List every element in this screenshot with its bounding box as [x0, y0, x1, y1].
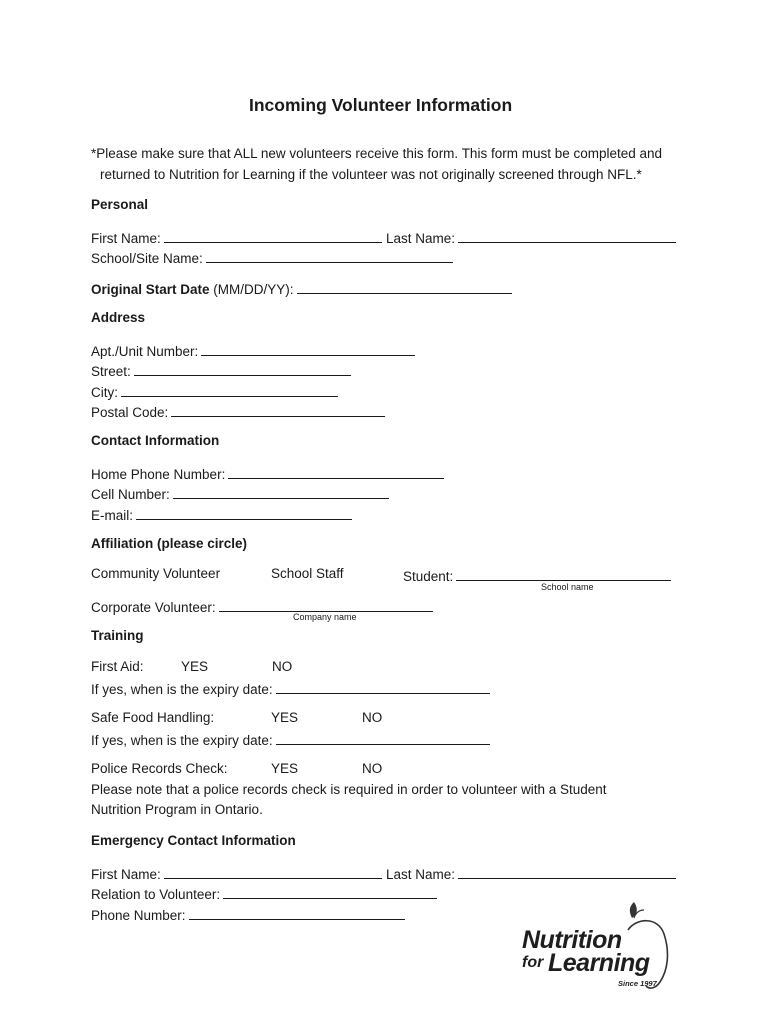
- emergency-last-name-row: [386, 864, 676, 882]
- school-site-row: [91, 248, 453, 266]
- home-phone-row: [91, 464, 444, 482]
- safe-food-no[interactable]: NO: [362, 710, 383, 725]
- home-phone-label: Home Phone Number:: [91, 467, 226, 482]
- emergency-last-name-label: Last Name:: [386, 867, 456, 882]
- start-date-row: [91, 279, 512, 297]
- first-aid-yes[interactable]: YES: [181, 659, 209, 674]
- safe-food-expiry-field[interactable]: [276, 730, 490, 745]
- emergency-first-name-label: First Name:: [91, 867, 161, 882]
- form-title: Incoming Volunteer Information: [249, 95, 513, 115]
- city-label: City:: [91, 385, 118, 400]
- police-check-yes[interactable]: YES: [271, 761, 299, 776]
- safe-food-expiry-label: If yes, when is the expiry date:: [91, 733, 273, 748]
- start-date-field[interactable]: [297, 279, 512, 294]
- first-aid-expiry-row: [91, 679, 490, 697]
- postal-field[interactable]: [171, 402, 385, 417]
- home-phone-field[interactable]: [228, 464, 444, 479]
- section-heading-personal: Personal: [91, 197, 149, 212]
- emergency-last-name-field[interactable]: [458, 864, 676, 879]
- relation-field[interactable]: [223, 884, 437, 899]
- safe-food-label: Safe Food Handling:: [91, 710, 215, 725]
- section-heading-training: Training: [91, 628, 144, 643]
- logo-word-for: for: [522, 954, 544, 971]
- section-heading-emergency: Emergency Contact Information: [91, 833, 296, 848]
- first-aid-expiry-label: If yes, when is the expiry date:: [91, 682, 273, 697]
- company-name-field[interactable]: [219, 597, 433, 612]
- logo-word-learning: Learning: [548, 949, 650, 977]
- email-field[interactable]: [136, 505, 352, 520]
- relation-label: Relation to Volunteer:: [91, 887, 221, 902]
- apt-row: [91, 341, 415, 359]
- police-note-line-1: Please note that a police records check is required in order to volunteer with a Student: [91, 782, 607, 797]
- apt-field[interactable]: [201, 341, 415, 356]
- first-aid-expiry-field[interactable]: [276, 679, 490, 694]
- safe-food-expiry-row: [91, 730, 490, 748]
- last-name-field[interactable]: [458, 228, 676, 243]
- option-school-staff[interactable]: School Staff: [271, 566, 344, 581]
- start-date-label-bold: Original Start Date: [91, 282, 210, 297]
- apt-label: Apt./Unit Number:: [91, 344, 199, 359]
- emergency-phone-label: Phone Number:: [91, 908, 186, 923]
- logo-word-nutrition: Nutrition: [522, 926, 622, 954]
- first-name-field[interactable]: [164, 228, 382, 243]
- last-name-row: [386, 228, 676, 246]
- instruction-note-line-1: *Please make sure that ALL new volunteers receive this form. This form must be completed and: [91, 146, 663, 161]
- first-name-row: [91, 228, 382, 246]
- school-site-label: School/Site Name:: [91, 251, 203, 266]
- section-heading-affiliation: Affiliation (please circle): [91, 536, 248, 551]
- school-site-field[interactable]: [206, 248, 453, 263]
- corporate-row: [91, 597, 433, 615]
- first-name-label: First Name:: [91, 231, 161, 246]
- first-aid-no[interactable]: NO: [272, 659, 293, 674]
- cell-label: Cell Number:: [91, 487, 170, 502]
- student-row: [403, 566, 671, 584]
- option-student[interactable]: Student:: [403, 569, 454, 584]
- instruction-note-line-2: returned to Nutrition for Learning if the volunteer was not originally screened through NFL.*: [100, 167, 642, 182]
- police-check-label: Police Records Check:: [91, 761, 228, 776]
- school-name-caption: School name: [541, 582, 594, 592]
- company-name-caption: Company name: [293, 612, 357, 622]
- school-name-field[interactable]: [456, 566, 671, 581]
- section-heading-contact: Contact Information: [91, 433, 220, 448]
- option-corporate-volunteer[interactable]: Corporate Volunteer:: [91, 600, 216, 615]
- safe-food-yes[interactable]: YES: [271, 710, 299, 725]
- logo-since: Since 1997: [618, 979, 657, 988]
- email-row: [91, 505, 352, 523]
- city-row: [91, 382, 338, 400]
- cell-row: [91, 484, 389, 502]
- emergency-first-name-field[interactable]: [164, 864, 382, 879]
- first-aid-label: First Aid:: [91, 659, 144, 674]
- emergency-phone-row: [91, 905, 405, 923]
- city-field[interactable]: [121, 382, 338, 397]
- relation-row: [91, 884, 437, 902]
- start-date-label-format: (MM/DD/YY):: [209, 282, 294, 297]
- nutrition-for-learning-logo: [518, 900, 688, 995]
- street-label: Street:: [91, 364, 131, 379]
- street-field[interactable]: [134, 361, 351, 376]
- police-note-line-2: Nutrition Program in Ontario.: [91, 802, 263, 817]
- street-row: [91, 361, 351, 379]
- email-label: E-mail:: [91, 508, 134, 523]
- postal-label: Postal Code:: [91, 405, 169, 420]
- last-name-label: Last Name:: [386, 231, 456, 246]
- cell-field[interactable]: [173, 484, 389, 499]
- section-heading-address: Address: [91, 310, 146, 325]
- emergency-first-name-row: [91, 864, 382, 882]
- emergency-phone-field[interactable]: [189, 905, 405, 920]
- postal-row: [91, 402, 385, 420]
- option-community-volunteer[interactable]: Community Volunteer: [91, 566, 221, 581]
- police-check-no[interactable]: NO: [362, 761, 383, 776]
